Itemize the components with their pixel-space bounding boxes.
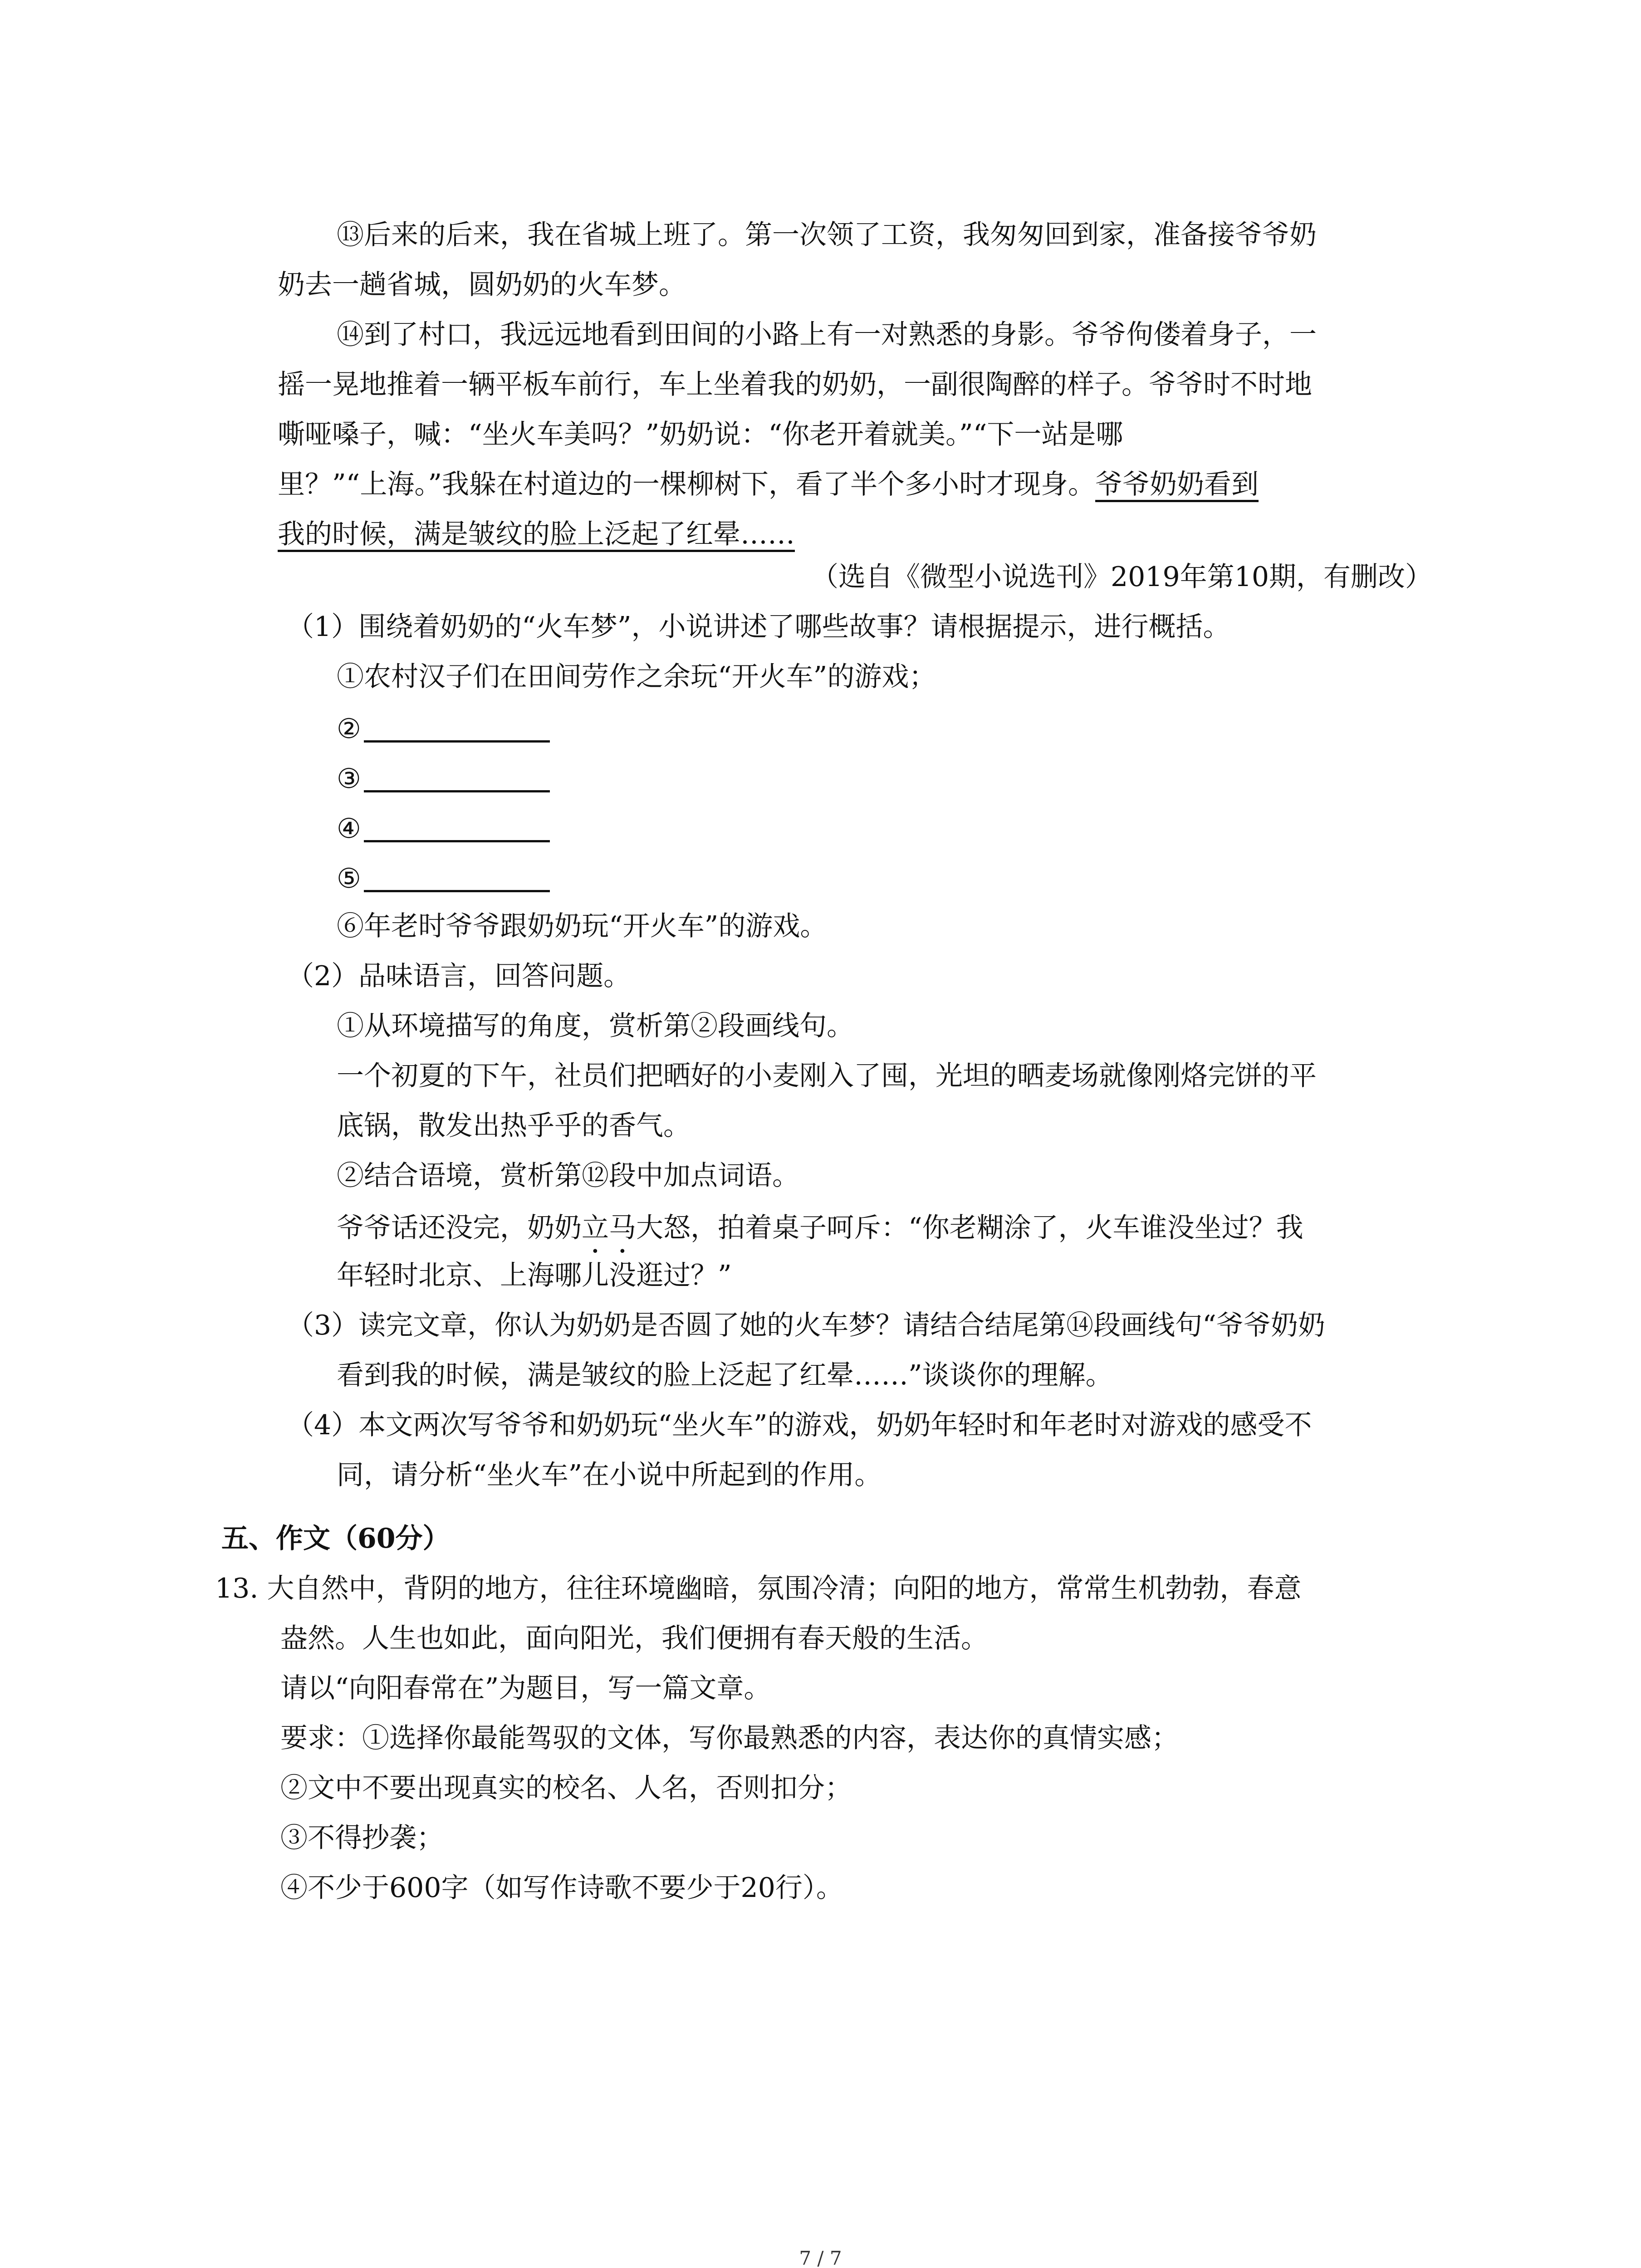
answer-blank-5 [364,863,550,892]
underlined-sentence-part-2: 我的时候，满是皱纹的脸上泛起了红晕…… [278,518,795,550]
question-2-quote-2-line-1 [337,1212,1303,1260]
question-2-quote-1-line-2: 底锅，散发出热乎乎的香气。 [337,1110,691,1142]
question-13-requirement-3: ③不得抄袭； [280,1822,444,1854]
question-2-sub-2: ②结合语境，赏析第⑫段中加点词语。 [337,1160,799,1192]
question-1-item-1: ①农村汉子们在田间劳作之余玩“开火车”的游戏； [337,661,936,693]
question-1-item-6: ⑥年老时爷爷跟奶奶玩“开火车”的游戏。 [337,910,828,942]
paragraph-14-line-4-text: 里？”“上海。”我躲在村道边的一棵柳树下，看了半个多小时才现身。 [278,469,1096,500]
question-1-blank-4 [337,813,550,845]
page-number: 7 / 7 [799,2247,842,2268]
question-3-line-2: 看到我的时候，满是皱纹的脸上泛起了红晕……”谈谈你的理解。 [337,1359,1113,1391]
question-2: （2）品味语言，回答问题。 [287,960,631,992]
answer-blank-3 [364,763,550,792]
paragraph-14-line-4 [278,471,1259,498]
source-citation: （选自《微型小说选刊》2019年第10期，有删改） [811,561,1432,593]
paragraph-14-line-5 [278,518,795,550]
quote-2-text-b: 大怒，拍着桌子呵斥：“你老糊涂了，火车谁没坐过？我 [636,1212,1303,1244]
paragraph-13-line-1: ⑬后来的后来，我在省城上班了。第一次领了工资，我匆匆回到家，准备接爷爷奶 [337,219,1317,251]
question-1-blank-2 [337,713,550,743]
question-3-line-1: （3）读完文章，你认为奶奶是否圆了她的火车梦？请结合结尾第⑭段画线句“爷爷奶奶 [287,1310,1325,1341]
question-13-requirement-2: ②文中不要出现真实的校名、人名，否则扣分； [280,1772,852,1804]
question-1: （1）围绕着奶奶的“火车梦”，小说讲述了哪些故事？请根据提示，进行概括。 [287,611,1230,643]
question-2-quote-2-line-2: 年轻时北京、上海哪儿没逛过？” [337,1260,732,1291]
blank-4-label: ④ [337,813,361,845]
question-2-sub-1: ①从环境描写的角度，赏析第②段画线句。 [337,1010,854,1042]
blank-5-label: ⑤ [337,863,361,894]
blank-2-label: ② [337,713,361,745]
paragraph-14-line-3: 嘶哑嗓子，喊：“坐火车美吗？”奶奶说：“你老开着就美。”“下一站是哪 [278,419,1123,450]
paragraph-13-line-2: 奶去一趟省城，圆奶奶的火车梦。 [278,269,686,301]
dotted-word: 立马 [582,1212,636,1244]
question-4-line-2: 同，请分析“坐火车”在小说中所起到的作用。 [337,1459,882,1491]
section-heading: 五、作文（60分） [221,1523,450,1554]
blank-3-label: ③ [337,763,361,795]
paragraph-14-line-2: 摇一晃地推着一辆平板车前行，车上坐着我的奶奶，一副很陶醉的样子。爷爷时不时地 [278,369,1312,401]
answer-blank-4 [364,813,550,842]
question-13-line-1: 13. 大自然中，背阴的地方，往往环境幽暗，氛围冷清；向阳的地方，常常生机勃勃，春意 [215,1573,1302,1604]
question-13-line-3: 请以“向阳春常在”为题目，写一篇文章。 [280,1672,771,1704]
question-13-line-2: 盎然。人生也如此，面向阳光，我们便拥有春天般的生活。 [280,1623,988,1654]
quote-2-text-a: 爷爷话还没完，奶奶 [337,1212,582,1244]
question-13-requirement-4: ④不少于600字（如写作诗歌不要少于20行）。 [280,1872,843,1904]
question-4-line-1: （4）本文两次写爷爷和奶奶玩“坐火车”的游戏，奶奶年轻时和年老时对游戏的感受不 [287,1409,1312,1441]
question-1-blank-5 [337,863,550,892]
question-2-quote-1-line-1: 一个初夏的下午，社员们把晒好的小麦刚入了囤，光坦的晒麦场就像刚烙完饼的平 [337,1060,1317,1092]
question-1-blank-3 [337,763,550,795]
underlined-sentence-part-1: 爷爷奶奶看到 [1095,469,1259,500]
answer-blank-2 [364,713,550,743]
paragraph-14-line-1: ⑭到了村口，我远远地看到田间的小路上有一对熟悉的身影。爷爷佝偻着身子，一 [337,319,1317,351]
question-13-requirements: 要求：①选择你最能驾驭的文体，写你最熟悉的内容，表达你的真情实感； [280,1722,1179,1754]
